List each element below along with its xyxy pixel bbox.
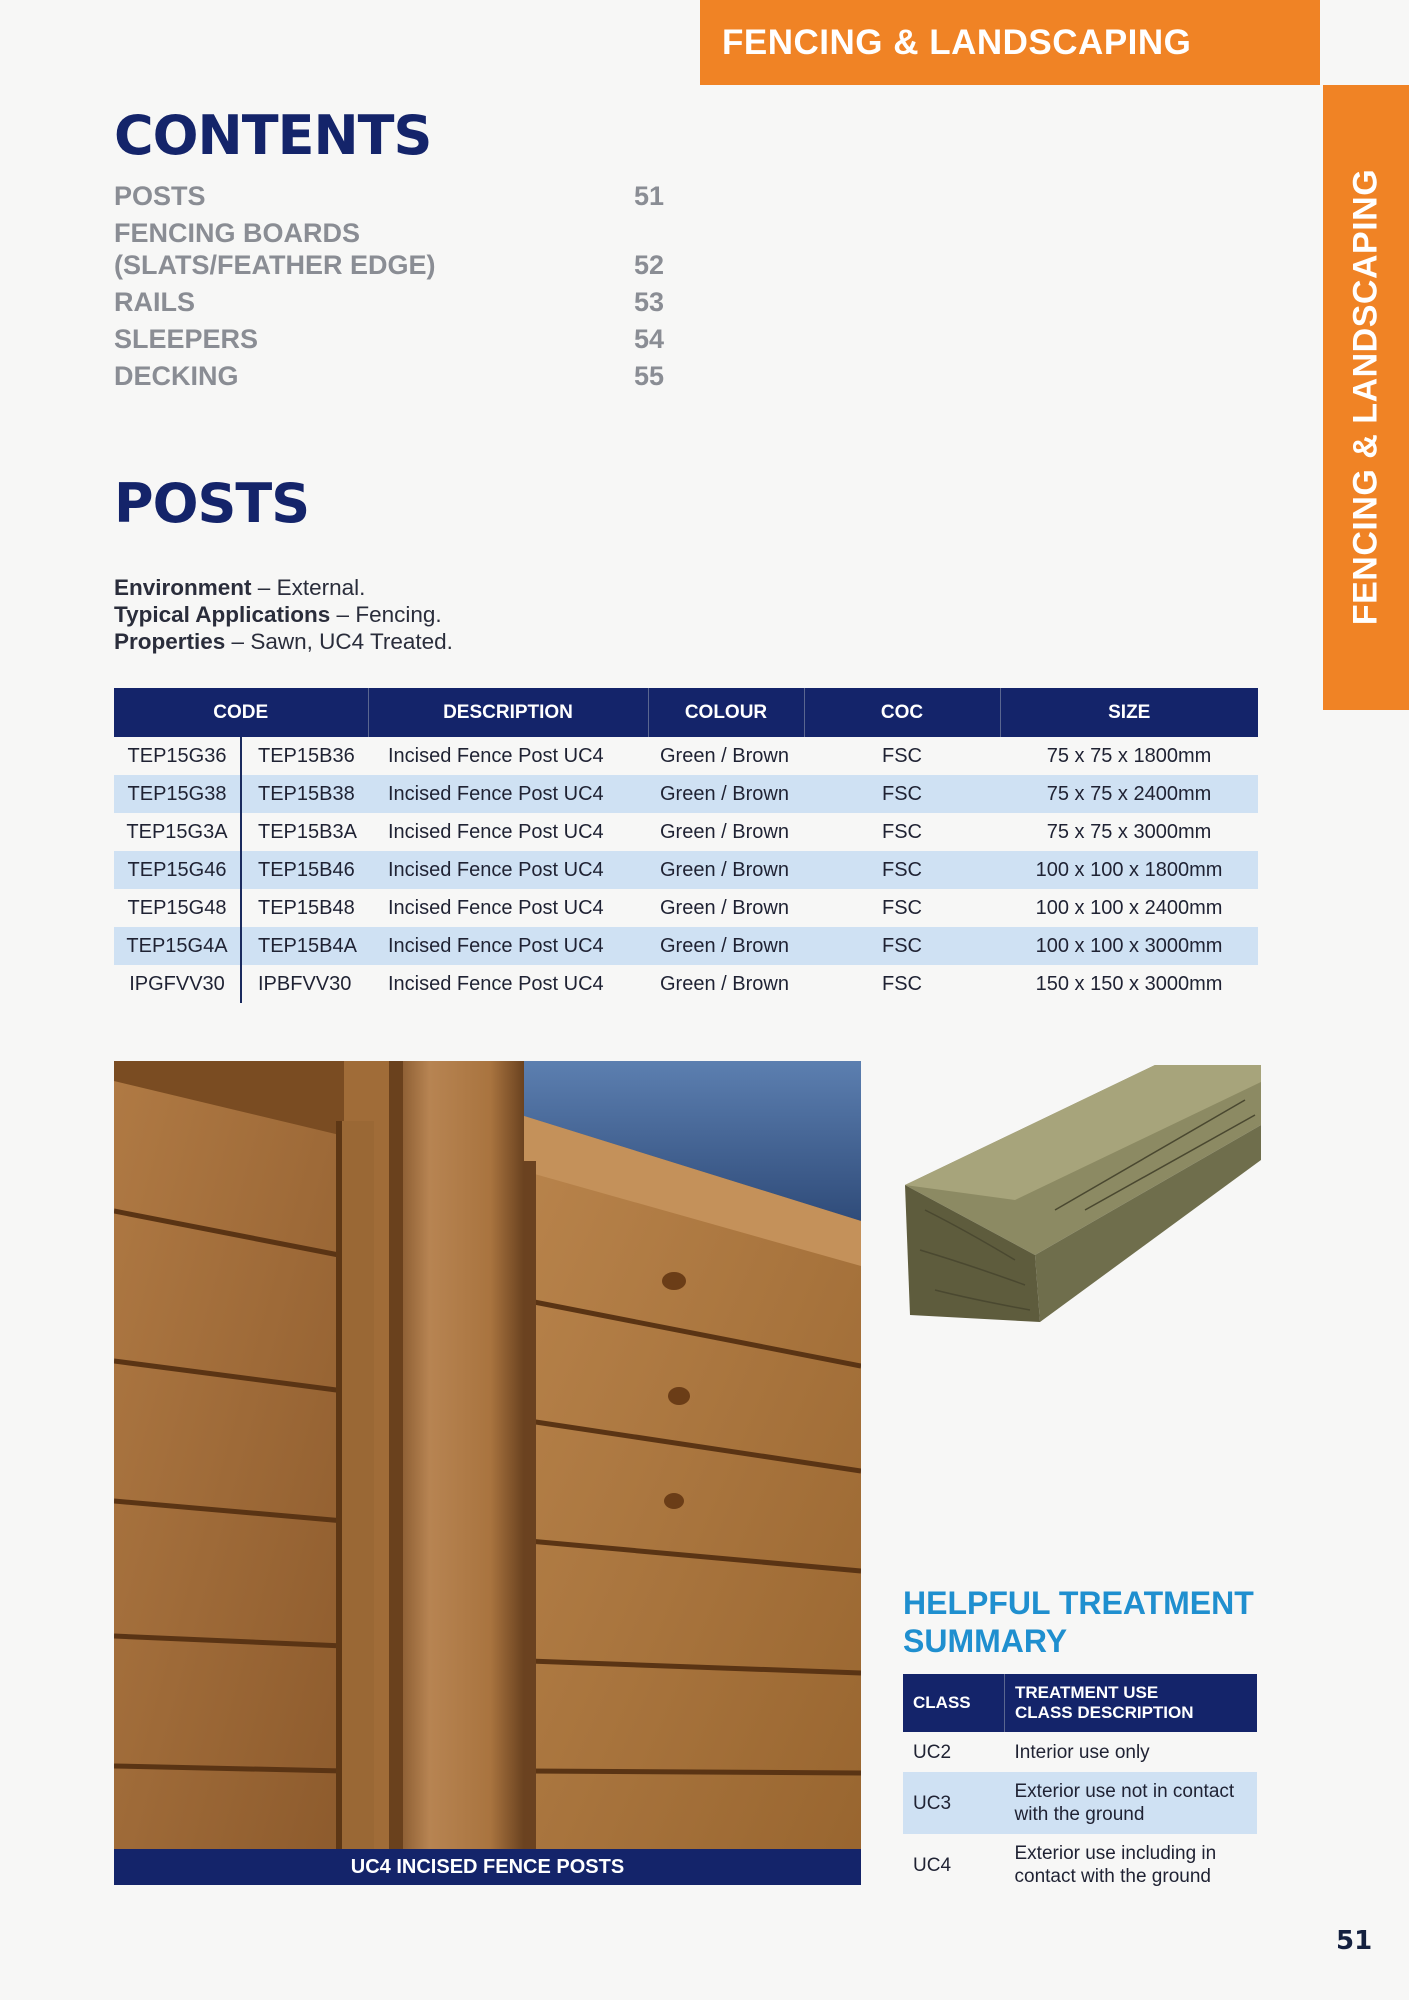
table-row: [903, 1834, 1257, 1896]
property-line: Typical Applications – Fencing.: [114, 602, 442, 627]
table-row: [114, 965, 1258, 1003]
table-row: [114, 775, 1258, 813]
contents-item-page: 53: [633, 287, 664, 317]
table-header-row: [903, 1674, 1257, 1732]
contents-item-label: SLEEPERS: [114, 324, 259, 354]
code-green-cell: TEP15G36: [114, 737, 241, 775]
fence-photo: [114, 1061, 861, 1885]
contents-item[interactable]: [114, 180, 664, 212]
code-green-cell: TEP15G38: [114, 775, 241, 813]
property-key: Properties: [114, 629, 226, 654]
table-row: [114, 737, 1258, 775]
section-header-label: FENCING & LANDSCAPING: [722, 23, 1192, 62]
property-key: Environment: [114, 575, 252, 600]
contents-item[interactable]: [114, 360, 664, 392]
table-row: [114, 851, 1258, 889]
property-key: Typical Applications: [114, 602, 331, 627]
description-cell: Incised Fence Post UC4: [388, 820, 604, 843]
code-brown-cell: TEP15B36: [258, 744, 355, 767]
colour-cell: Green / Brown: [660, 972, 789, 995]
description-cell: Incised Fence Post UC4: [368, 927, 648, 965]
treatment-table: [903, 1674, 1257, 1896]
side-section-tab: [1323, 85, 1409, 710]
class-cell: UC4: [913, 1854, 952, 1876]
fence-post-product-image: [905, 1060, 1261, 1330]
contents-item-page: 51: [633, 181, 664, 211]
contents-item[interactable]: [114, 217, 664, 281]
coc-cell: FSC: [882, 972, 922, 995]
contents-list: [114, 180, 664, 397]
description-cell: Incised Fence Post UC4: [368, 851, 648, 889]
header-colour: COLOUR: [648, 688, 804, 737]
header-class: CLASS: [903, 1674, 1005, 1732]
property-value: External.: [276, 575, 366, 600]
header-code: CODE: [114, 688, 368, 737]
coc-cell: FSC: [804, 851, 1000, 889]
code-brown-cell: TEP15B4A: [241, 927, 368, 965]
colour-cell: Green / Brown: [648, 851, 804, 889]
coc-cell: FSC: [882, 820, 922, 843]
class-cell: UC3: [903, 1772, 1005, 1834]
header-description: DESCRIPTION: [368, 688, 648, 737]
code-brown-cell: TEP15B48: [258, 896, 355, 919]
colour-cell: Green / Brown: [648, 927, 804, 965]
property-value: Fencing.: [355, 602, 442, 627]
posts-properties: [114, 574, 453, 655]
contents-item-page: 55: [633, 361, 664, 391]
table-row: [903, 1732, 1257, 1772]
code-brown-cell: TEP15B46: [241, 851, 368, 889]
table-row: [903, 1772, 1257, 1834]
contents-item-label: POSTS: [114, 181, 206, 211]
class-cell: UC2: [913, 1741, 952, 1763]
property-value: Sawn, UC4 Treated.: [250, 629, 453, 654]
code-green-cell: TEP15G46: [114, 851, 241, 889]
code-green-cell: TEP15G48: [114, 889, 241, 927]
contents-item-page: 54: [633, 324, 664, 354]
size-cell: 100 x 100 x 2400mm: [1035, 896, 1223, 919]
coc-cell: FSC: [804, 927, 1000, 965]
posts-table: [114, 688, 1258, 1003]
coc-cell: FSC: [804, 775, 1000, 813]
coc-cell: FSC: [882, 896, 922, 919]
property-line: Environment – External.: [114, 575, 366, 600]
class-description-cell: Exterior use not in contact with the ground: [1005, 1772, 1258, 1834]
size-cell: 100 x 100 x 1800mm: [1000, 851, 1258, 889]
description-cell: Incised Fence Post UC4: [388, 972, 604, 995]
side-section-label: FENCING & LANDSCAPING: [1346, 168, 1385, 626]
contents-item-label: FENCING BOARDS: [114, 218, 361, 248]
colour-cell: Green / Brown: [648, 775, 804, 813]
table-header-row: [114, 688, 1258, 737]
size-cell: 75 x 75 x 3000mm: [1046, 820, 1212, 843]
size-cell: 100 x 100 x 3000mm: [1000, 927, 1258, 965]
code-green-cell: TEP15G4A: [114, 927, 241, 965]
section-header-tab: [700, 0, 1320, 85]
table-row: [114, 889, 1258, 927]
coc-cell: FSC: [882, 744, 922, 767]
class-description-cell: Exterior use including in contact with the ground: [1014, 1843, 1217, 1887]
contents-item-label: RAILS: [114, 287, 195, 317]
table-row: [114, 813, 1258, 851]
property-line: Properties – Sawn, UC4 Treated.: [114, 629, 453, 654]
code-green-cell: IPGFVV30: [114, 965, 241, 1003]
size-cell: 150 x 150 x 3000mm: [1035, 972, 1223, 995]
posts-title: POSTS: [114, 472, 310, 535]
class-description-cell: Interior use only: [1014, 1741, 1150, 1763]
size-cell: 75 x 75 x 1800mm: [1046, 744, 1212, 767]
header-size: SIZE: [1000, 688, 1258, 737]
colour-cell: Green / Brown: [660, 744, 789, 767]
header-treatment-description: TREATMENT USE CLASS DESCRIPTION: [1005, 1674, 1258, 1732]
contents-item[interactable]: [114, 286, 664, 318]
contents-title: CONTENTS: [114, 104, 432, 167]
code-brown-cell: TEP15B38: [241, 775, 368, 813]
contents-item-page: 52: [633, 250, 664, 280]
contents-item-label-line2: (SLATS/FEATHER EDGE): [114, 250, 436, 280]
code-brown-cell: TEP15B3A: [258, 820, 357, 843]
description-cell: Incised Fence Post UC4: [368, 775, 648, 813]
description-cell: Incised Fence Post UC4: [388, 896, 604, 919]
colour-cell: Green / Brown: [660, 896, 789, 919]
contents-item-label: DECKING: [114, 361, 239, 391]
treatment-summary-title: HELPFUL TREATMENT SUMMARY: [903, 1585, 1254, 1659]
contents-item[interactable]: [114, 323, 664, 355]
header-coc: COC: [804, 688, 1000, 737]
page-number: 51: [1336, 1926, 1373, 1956]
code-green-cell: TEP15G3A: [114, 813, 241, 851]
photo-caption: UC4 INCISED FENCE POSTS: [114, 1849, 861, 1885]
size-cell: 75 x 75 x 2400mm: [1000, 775, 1258, 813]
code-brown-cell: IPBFVV30: [258, 972, 352, 995]
table-row: [114, 927, 1258, 965]
colour-cell: Green / Brown: [660, 820, 789, 843]
description-cell: Incised Fence Post UC4: [388, 744, 604, 767]
